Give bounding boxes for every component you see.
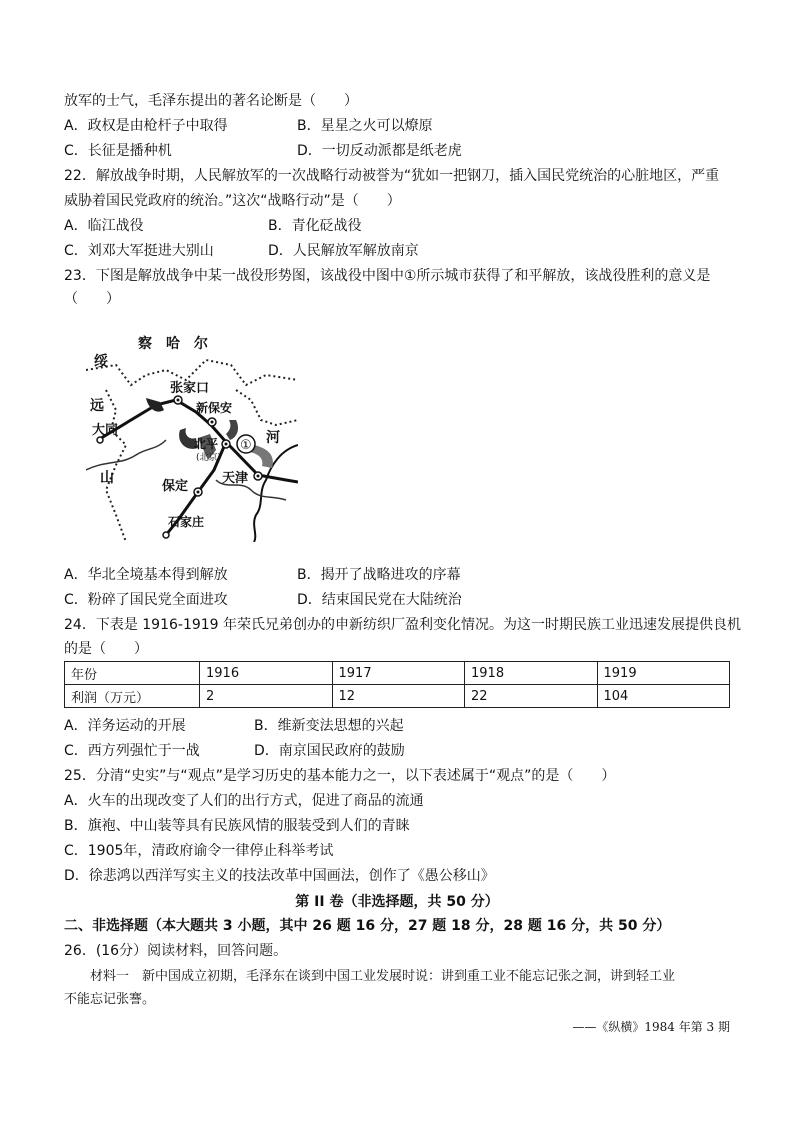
material-one-line1: 材料一 新中国成立初期，毛泽东在谈到中国工业发展时说：讲到重工业不能忘记张之洞，讲到轻工业 (90, 969, 676, 984)
q25-option-c[interactable]: C．1905年，清政府谕令一律停止科举考试 (64, 843, 334, 859)
table-header-cell: 利润（万元） (65, 685, 200, 708)
q22-option-d[interactable]: D．人民解放军解放南京 (268, 243, 419, 259)
q25-stem: 25．分清“史实”与“观点”是学习历史的基本能力之一，以下表述属于“观点”的是（ ） (64, 768, 616, 784)
label-zhangjiakou: 张家口 (170, 381, 210, 396)
q23-option-b[interactable]: B．揭开了战略进攻的序幕 (297, 567, 461, 583)
q22-option-b[interactable]: B．青化砭战役 (268, 218, 362, 234)
label-baoding: 保定 (162, 479, 189, 494)
q23-stem-line1: 23．下图是解放战争中某一战役形势图，该战役中图中①所示城市获得了和平解放，该战役胜利的意义是 (64, 268, 711, 284)
label-yuan: 远 (90, 398, 104, 414)
q25-option-b[interactable]: B．旗袍、中山装等具有民族风情的服装受到人们的青睐 (64, 818, 410, 834)
battle-map (86, 330, 298, 542)
table-header-cell: 年份 (65, 662, 200, 685)
q24-option-b[interactable]: B．维新变法思想的兴起 (254, 718, 404, 734)
q21-option-b[interactable]: B．星星之火可以燎原 (297, 118, 433, 134)
table-row (65, 662, 730, 685)
q21-tail: 放军的士气，毛泽东提出的著名论断是（ ） (64, 93, 358, 109)
q23-option-c[interactable]: C．粉碎了国民党全面进攻 (64, 592, 228, 608)
label-shan: 山 (100, 470, 114, 486)
table-cell: 1918 (465, 662, 598, 685)
label-chahaer: 察 哈 尔 (138, 336, 208, 352)
table-cell: 2 (200, 685, 333, 708)
table-cell: 1919 (597, 662, 730, 685)
q24-option-c[interactable]: C．西方列强忙于一战 (64, 743, 200, 759)
label-beiping: 北平 (194, 437, 219, 451)
q25-option-d[interactable]: D．徐悲鸿以西洋写实主义的技法改革中国画法，创作了《愚公移山》 (64, 868, 495, 884)
material-one-line2: 不能忘记张謇。 (64, 992, 156, 1007)
section-title: 第 II 卷（非选择题，共 50 分） (295, 894, 499, 910)
q21-option-a[interactable]: A．政权是由枪杆子中取得 (64, 118, 228, 134)
q22-option-a[interactable]: A．临江战役 (64, 218, 144, 234)
q21-option-c[interactable]: C．长征是播种机 (64, 143, 172, 159)
q24-option-d[interactable]: D．南京国民政府的鼓励 (254, 743, 405, 759)
q23-option-d[interactable]: D．结束国民党在大陆统治 (297, 592, 462, 608)
label-xinbaoan: 新保安 (196, 401, 233, 415)
q21-option-d[interactable]: D．一切反动派都是纸老虎 (297, 143, 462, 159)
q22-stem-line1: 22．解放战争时期，人民解放军的一次战略行动被誉为“犹如一把钢刀，插入国民党统治的心脏地区，严重 (64, 168, 720, 184)
label-datong: 大同 (92, 423, 119, 438)
label-shijiazhuang: 石家庄 (168, 515, 205, 529)
table-cell: 104 (597, 685, 730, 708)
table-cell: 22 (465, 685, 598, 708)
label-circle-one: ① (240, 438, 252, 453)
label-sui: 绥 (94, 354, 108, 370)
table-row (65, 685, 730, 708)
q23-stem-line2: （ ） (64, 291, 120, 307)
q24-stem-line1: 24．下表是 1916-1919 年荣氏兄弟创办的申新纺织厂盈利变化情况。为这一时期民族工业迅速发展提供良机 (64, 617, 742, 633)
q24-stem-line2: 的是（ ） (64, 641, 148, 657)
material-one-cont (64, 989, 734, 1011)
q23-option-a[interactable]: A．华北全境基本得到解放 (64, 567, 228, 583)
city-marker-shijiazhuang (163, 532, 169, 538)
q26-stem: 26．(16分）阅读材料，回答问题。 (64, 943, 288, 959)
label-beijing-paren: (北京) (196, 453, 222, 463)
profit-table (64, 661, 730, 708)
q25-option-a[interactable]: A．火车的出现改变了人们的出行方式，促进了商品的流通 (64, 793, 424, 809)
q22-stem-line2: 威胁着国民党政府的统治。”这次“战略行动”是（ ） (64, 193, 401, 209)
table-cell: 12 (332, 685, 465, 708)
table-cell: 1917 (332, 662, 465, 685)
label-tianjin: 天津 (222, 471, 249, 486)
q22-option-c[interactable]: C．刘邓大军挺进大别山 (64, 243, 214, 259)
label-he: 河 (266, 430, 280, 446)
material-one (64, 966, 734, 988)
material-source: ——《纵横》1984 年第 3 期 (572, 1020, 730, 1034)
part-heading: 二、非选择题（本大题共 3 小题，其中 26 题 16 分，27 题 18 分，28 题 16 分，共 50 分） (64, 918, 671, 934)
table-cell: 1916 (200, 662, 333, 685)
q24-option-a[interactable]: A．洋务运动的开展 (64, 718, 186, 734)
